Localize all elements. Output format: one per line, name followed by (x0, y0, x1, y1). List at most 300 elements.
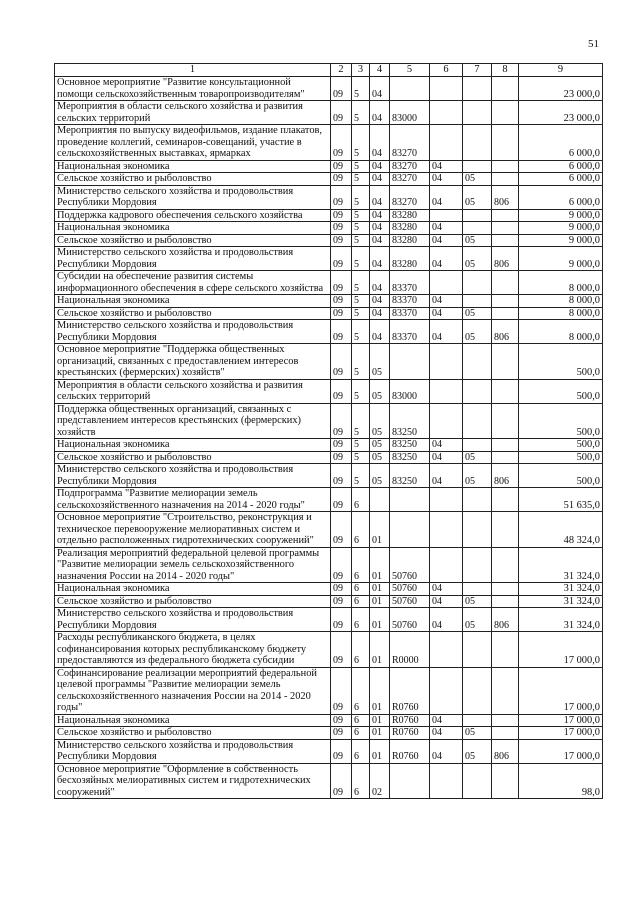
table-row (55, 714, 603, 727)
code-col-2: 09 (331, 488, 352, 512)
code-col-8 (492, 160, 519, 173)
code-col-6: 04 (430, 439, 463, 452)
code-col-6 (430, 77, 463, 101)
code-col-6: 04 (430, 739, 463, 763)
code-col-5: 50760 (390, 547, 430, 583)
code-col-6: 04 (430, 234, 463, 247)
code-col-6: 04 (430, 295, 463, 308)
column-header: 2 (331, 64, 352, 77)
amount-cell: 23 000,0 (519, 77, 603, 101)
page-number: 51 (588, 38, 599, 50)
code-col-5: 83270 (390, 185, 430, 209)
code-col-6 (430, 403, 463, 439)
code-col-6: 04 (430, 247, 463, 271)
code-col-3: 6 (352, 727, 370, 740)
row-name: Министерство сельского хозяйства и продовольствия Республики Мордовия (55, 464, 331, 488)
code-col-8 (492, 295, 519, 308)
amount-cell: 500,0 (519, 464, 603, 488)
code-col-2: 09 (331, 403, 352, 439)
code-col-3: 6 (352, 763, 370, 799)
table-row (55, 77, 603, 101)
code-col-5: R0760 (390, 739, 430, 763)
table-row (55, 295, 603, 308)
code-col-8 (492, 512, 519, 548)
code-col-5: 83270 (390, 125, 430, 161)
code-col-3: 5 (352, 101, 370, 125)
row-name: Мероприятия в области сельского хозяйства и развития сельских территорий (55, 379, 331, 403)
code-col-3: 5 (352, 173, 370, 186)
code-col-5 (390, 77, 430, 101)
table-row (55, 271, 603, 295)
code-col-6: 04 (430, 451, 463, 464)
amount-cell: 17 000,0 (519, 632, 603, 668)
code-col-7 (463, 488, 492, 512)
code-col-5: R0760 (390, 727, 430, 740)
amount-cell: 8 000,0 (519, 320, 603, 344)
code-col-3: 5 (352, 451, 370, 464)
table-row (55, 344, 603, 380)
code-col-8 (492, 344, 519, 380)
code-col-4: 04 (370, 307, 390, 320)
table-row (55, 403, 603, 439)
row-name: Мероприятия в области сельского хозяйства и развития сельских территорий (55, 101, 331, 125)
amount-cell: 6 000,0 (519, 160, 603, 173)
row-name: Реализация мероприятий федеральной целевой программы "Развитие мелиорации земель сельскохозяйственного назначения России на 2014 - 2020 годы" (55, 547, 331, 583)
code-col-3: 5 (352, 307, 370, 320)
row-name: Национальная экономика (55, 714, 331, 727)
code-col-2: 09 (331, 247, 352, 271)
column-header: 9 (519, 64, 603, 77)
table-row (55, 379, 603, 403)
code-col-2: 09 (331, 714, 352, 727)
row-name: Национальная экономика (55, 222, 331, 235)
code-col-2: 09 (331, 739, 352, 763)
code-col-2: 09 (331, 547, 352, 583)
code-col-6 (430, 209, 463, 222)
code-col-5: 83280 (390, 234, 430, 247)
amount-cell: 17 000,0 (519, 727, 603, 740)
code-col-6: 04 (430, 595, 463, 608)
row-name: Министерство сельского хозяйства и продовольствия Республики Мордовия (55, 320, 331, 344)
code-col-4: 04 (370, 320, 390, 344)
budget-table (54, 63, 603, 799)
code-col-3: 6 (352, 512, 370, 548)
table-row (55, 667, 603, 714)
code-col-3: 5 (352, 379, 370, 403)
code-col-6: 04 (430, 714, 463, 727)
column-header: 5 (390, 64, 430, 77)
code-col-8 (492, 307, 519, 320)
code-col-2: 09 (331, 173, 352, 186)
code-col-7 (463, 209, 492, 222)
code-col-4: 01 (370, 727, 390, 740)
code-col-8 (492, 439, 519, 452)
code-col-3: 5 (352, 77, 370, 101)
row-name: Национальная экономика (55, 160, 331, 173)
column-header: 4 (370, 64, 390, 77)
table-row (55, 209, 603, 222)
code-col-6: 04 (430, 583, 463, 596)
code-col-4: 01 (370, 667, 390, 714)
amount-cell: 9 000,0 (519, 222, 603, 235)
code-col-4: 01 (370, 512, 390, 548)
table-row (55, 595, 603, 608)
code-col-5: 50760 (390, 595, 430, 608)
code-col-4: 04 (370, 125, 390, 161)
code-col-7 (463, 101, 492, 125)
code-col-2: 09 (331, 185, 352, 209)
code-col-5: 83280 (390, 209, 430, 222)
amount-cell: 98,0 (519, 763, 603, 799)
code-col-6 (430, 379, 463, 403)
code-col-5: R0760 (390, 714, 430, 727)
amount-cell: 6 000,0 (519, 185, 603, 209)
table-row (55, 234, 603, 247)
table-row (55, 247, 603, 271)
code-col-5: 83370 (390, 271, 430, 295)
code-col-2: 09 (331, 512, 352, 548)
code-col-3: 6 (352, 714, 370, 727)
code-col-4: 02 (370, 763, 390, 799)
code-col-4: 01 (370, 632, 390, 668)
code-col-2: 09 (331, 209, 352, 222)
code-col-7: 05 (463, 727, 492, 740)
code-col-4: 01 (370, 595, 390, 608)
code-col-7: 05 (463, 320, 492, 344)
code-col-8 (492, 222, 519, 235)
code-col-5: 83280 (390, 222, 430, 235)
amount-cell: 17 000,0 (519, 714, 603, 727)
code-col-5: 83370 (390, 307, 430, 320)
code-col-4: 05 (370, 344, 390, 380)
code-col-7 (463, 222, 492, 235)
row-name: Министерство сельского хозяйства и продовольствия Республики Мордовия (55, 608, 331, 632)
code-col-3: 5 (352, 209, 370, 222)
amount-cell: 9 000,0 (519, 234, 603, 247)
amount-cell: 500,0 (519, 344, 603, 380)
code-col-7 (463, 295, 492, 308)
row-name: Министерство сельского хозяйства и продовольствия Республики Мордовия (55, 739, 331, 763)
code-col-3: 6 (352, 547, 370, 583)
code-col-6 (430, 344, 463, 380)
amount-cell: 51 635,0 (519, 488, 603, 512)
row-name: Министерство сельского хозяйства и продовольствия Республики Мордовия (55, 185, 331, 209)
table-row (55, 583, 603, 596)
code-col-2: 09 (331, 125, 352, 161)
code-col-5 (390, 344, 430, 380)
code-col-4 (370, 488, 390, 512)
code-col-8 (492, 77, 519, 101)
code-col-7: 05 (463, 234, 492, 247)
code-col-3: 6 (352, 488, 370, 512)
row-name: Основное мероприятие "Оформление в собственность бесхозяйных мелиоративных систем и гидротехнических сооружений" (55, 763, 331, 799)
code-col-2: 09 (331, 160, 352, 173)
code-col-4: 04 (370, 185, 390, 209)
code-col-2: 09 (331, 320, 352, 344)
row-name: Расходы республиканского бюджета, в целях софинансирования которых республиканскому бюджету предоставляются из федерального бюджета субсидии (55, 632, 331, 668)
amount-cell: 8 000,0 (519, 271, 603, 295)
code-col-5: 83280 (390, 247, 430, 271)
row-name: Сельское хозяйство и рыболовство (55, 234, 331, 247)
table-row (55, 512, 603, 548)
code-col-4: 05 (370, 451, 390, 464)
code-col-5 (390, 763, 430, 799)
table-row (55, 185, 603, 209)
code-col-7 (463, 583, 492, 596)
code-col-7 (463, 547, 492, 583)
code-col-5 (390, 512, 430, 548)
code-col-8 (492, 379, 519, 403)
row-name: Сельское хозяйство и рыболовство (55, 727, 331, 740)
amount-cell: 17 000,0 (519, 667, 603, 714)
column-header: 7 (463, 64, 492, 77)
code-col-2: 09 (331, 464, 352, 488)
code-col-3: 5 (352, 344, 370, 380)
code-col-5: 83250 (390, 403, 430, 439)
code-col-8: 806 (492, 464, 519, 488)
code-col-8 (492, 583, 519, 596)
code-col-8 (492, 403, 519, 439)
code-col-4: 01 (370, 714, 390, 727)
row-name: Сельское хозяйство и рыболовство (55, 173, 331, 186)
table-row (55, 320, 603, 344)
code-col-5 (390, 488, 430, 512)
code-col-7: 05 (463, 173, 492, 186)
code-col-4: 01 (370, 583, 390, 596)
table-row (55, 101, 603, 125)
code-col-3: 6 (352, 608, 370, 632)
code-col-5: 83250 (390, 439, 430, 452)
code-col-7 (463, 632, 492, 668)
code-col-3: 6 (352, 632, 370, 668)
code-col-3: 6 (352, 739, 370, 763)
code-col-4: 04 (370, 209, 390, 222)
table-row (55, 464, 603, 488)
code-col-8: 806 (492, 739, 519, 763)
table-row (55, 307, 603, 320)
code-col-4: 01 (370, 608, 390, 632)
code-col-8: 806 (492, 247, 519, 271)
code-col-5: R0760 (390, 667, 430, 714)
row-name: Национальная экономика (55, 439, 331, 452)
code-col-6: 04 (430, 320, 463, 344)
amount-cell: 8 000,0 (519, 307, 603, 320)
row-name: Сельское хозяйство и рыболовство (55, 307, 331, 320)
code-col-8 (492, 101, 519, 125)
amount-cell: 500,0 (519, 403, 603, 439)
code-col-8 (492, 125, 519, 161)
code-col-2: 09 (331, 595, 352, 608)
table-row (55, 632, 603, 668)
code-col-6 (430, 101, 463, 125)
amount-cell: 8 000,0 (519, 295, 603, 308)
code-col-4: 04 (370, 295, 390, 308)
amount-cell: 500,0 (519, 379, 603, 403)
table-row (55, 439, 603, 452)
code-col-7: 05 (463, 307, 492, 320)
code-col-4: 05 (370, 464, 390, 488)
code-col-7: 05 (463, 608, 492, 632)
code-col-7 (463, 714, 492, 727)
code-col-2: 09 (331, 439, 352, 452)
row-name: Мероприятия по выпуску видеофильмов, издание плакатов, проведение коллегий, семинаров-совещаний, участие в сельскохозяйственных выставках, ярмарках (55, 125, 331, 161)
table-row (55, 173, 603, 186)
code-col-3: 5 (352, 439, 370, 452)
code-col-6: 04 (430, 222, 463, 235)
code-col-8 (492, 234, 519, 247)
code-col-3: 5 (352, 403, 370, 439)
code-col-3: 5 (352, 234, 370, 247)
code-col-3: 5 (352, 464, 370, 488)
code-col-5: 83250 (390, 464, 430, 488)
code-col-3: 5 (352, 125, 370, 161)
row-name: Сельское хозяйство и рыболовство (55, 595, 331, 608)
table-row (55, 451, 603, 464)
code-col-6: 04 (430, 608, 463, 632)
code-col-8 (492, 667, 519, 714)
code-col-6 (430, 667, 463, 714)
code-col-2: 09 (331, 632, 352, 668)
code-col-4: 05 (370, 379, 390, 403)
amount-cell: 500,0 (519, 439, 603, 452)
code-col-7: 05 (463, 185, 492, 209)
amount-cell: 48 324,0 (519, 512, 603, 548)
row-name: Сельское хозяйство и рыболовство (55, 451, 331, 464)
amount-cell: 31 324,0 (519, 595, 603, 608)
code-col-5: 83000 (390, 379, 430, 403)
code-col-8 (492, 595, 519, 608)
code-col-8 (492, 209, 519, 222)
code-col-8 (492, 727, 519, 740)
code-col-6: 04 (430, 727, 463, 740)
row-name: Основное мероприятие "Развитие консультационной помощи сельскохозяйственным товаропроизводителям" (55, 77, 331, 101)
code-col-8 (492, 632, 519, 668)
code-col-7 (463, 77, 492, 101)
column-header: 3 (352, 64, 370, 77)
amount-cell: 9 000,0 (519, 209, 603, 222)
code-col-4: 01 (370, 739, 390, 763)
column-header: 8 (492, 64, 519, 77)
code-col-5: 83270 (390, 173, 430, 186)
code-col-8 (492, 488, 519, 512)
code-col-5: 83370 (390, 295, 430, 308)
code-col-7 (463, 439, 492, 452)
code-col-6 (430, 512, 463, 548)
table-row (55, 160, 603, 173)
code-col-2: 09 (331, 583, 352, 596)
amount-cell: 9 000,0 (519, 247, 603, 271)
code-col-5: 50760 (390, 608, 430, 632)
code-col-3: 6 (352, 595, 370, 608)
code-col-7: 05 (463, 451, 492, 464)
code-col-3: 5 (352, 222, 370, 235)
row-name: Национальная экономика (55, 295, 331, 308)
code-col-2: 09 (331, 379, 352, 403)
code-col-2: 09 (331, 608, 352, 632)
code-col-8 (492, 451, 519, 464)
code-col-7 (463, 379, 492, 403)
column-header: 6 (430, 64, 463, 77)
row-name: Основное мероприятие "Строительство, реконструкция и техническое перевооружение мелиоративных систем и отдельно расположенных гидротехнических сооружений" (55, 512, 331, 548)
table-row (55, 125, 603, 161)
amount-cell: 31 324,0 (519, 608, 603, 632)
table-row (55, 727, 603, 740)
code-col-5: 83370 (390, 320, 430, 344)
code-col-2: 09 (331, 77, 352, 101)
code-col-7 (463, 403, 492, 439)
amount-cell: 17 000,0 (519, 739, 603, 763)
code-col-2: 09 (331, 101, 352, 125)
code-col-2: 09 (331, 307, 352, 320)
code-col-6: 04 (430, 185, 463, 209)
amount-cell: 500,0 (519, 451, 603, 464)
table-row (55, 488, 603, 512)
code-col-3: 5 (352, 320, 370, 344)
code-col-2: 09 (331, 234, 352, 247)
row-name: Софинансирование реализации мероприятий федеральной целевой программы "Развитие мелиорации земель сельскохозяйственного назначения России на 2014 - 2020 годы" (55, 667, 331, 714)
amount-cell: 31 324,0 (519, 547, 603, 583)
code-col-6: 04 (430, 307, 463, 320)
code-col-2: 09 (331, 451, 352, 464)
row-name: Министерство сельского хозяйства и продовольствия Республики Мордовия (55, 247, 331, 271)
column-header: 1 (55, 64, 331, 77)
code-col-7 (463, 125, 492, 161)
code-col-6 (430, 271, 463, 295)
code-col-5: R0000 (390, 632, 430, 668)
row-name: Субсидии на обеспечение развития системы информационного обеспечения в сфере сельского хозяйства (55, 271, 331, 295)
code-col-3: 5 (352, 185, 370, 209)
row-name: Национальная экономика (55, 583, 331, 596)
code-col-8: 806 (492, 608, 519, 632)
code-col-8 (492, 714, 519, 727)
row-name: Поддержка кадрового обеспечения сельского хозяйства (55, 209, 331, 222)
code-col-4: 04 (370, 101, 390, 125)
code-col-4: 01 (370, 547, 390, 583)
code-col-2: 09 (331, 667, 352, 714)
code-col-3: 6 (352, 583, 370, 596)
code-col-3: 5 (352, 295, 370, 308)
code-col-7 (463, 160, 492, 173)
table-row (55, 739, 603, 763)
code-col-3: 5 (352, 160, 370, 173)
code-col-5: 50760 (390, 583, 430, 596)
code-col-7: 05 (463, 464, 492, 488)
code-col-6 (430, 547, 463, 583)
row-name: Подпрограмма "Развитие мелиорации земель сельскохозяйственного назначения на 2014 - 2020 годы" (55, 488, 331, 512)
code-col-4: 04 (370, 77, 390, 101)
row-name: Поддержка общественных организаций, связанных с представлением интересов крестьянских (фермерских) хозяйств (55, 403, 331, 439)
code-col-3: 6 (352, 667, 370, 714)
code-col-6 (430, 125, 463, 161)
code-col-6: 04 (430, 160, 463, 173)
code-col-7 (463, 763, 492, 799)
code-col-2: 09 (331, 344, 352, 380)
code-col-4: 04 (370, 247, 390, 271)
table-row (55, 763, 603, 799)
row-name: Основное мероприятие "Поддержка общественных организаций, связанных с предоставлением интересов крестьянских (фермерских) хозяйств" (55, 344, 331, 380)
code-col-6: 04 (430, 464, 463, 488)
code-col-7: 05 (463, 739, 492, 763)
code-col-2: 09 (331, 295, 352, 308)
code-col-5: 83000 (390, 101, 430, 125)
code-col-8 (492, 547, 519, 583)
code-col-4: 05 (370, 403, 390, 439)
code-col-7 (463, 344, 492, 380)
code-col-7 (463, 667, 492, 714)
code-col-4: 04 (370, 160, 390, 173)
code-col-6 (430, 763, 463, 799)
code-col-8 (492, 763, 519, 799)
